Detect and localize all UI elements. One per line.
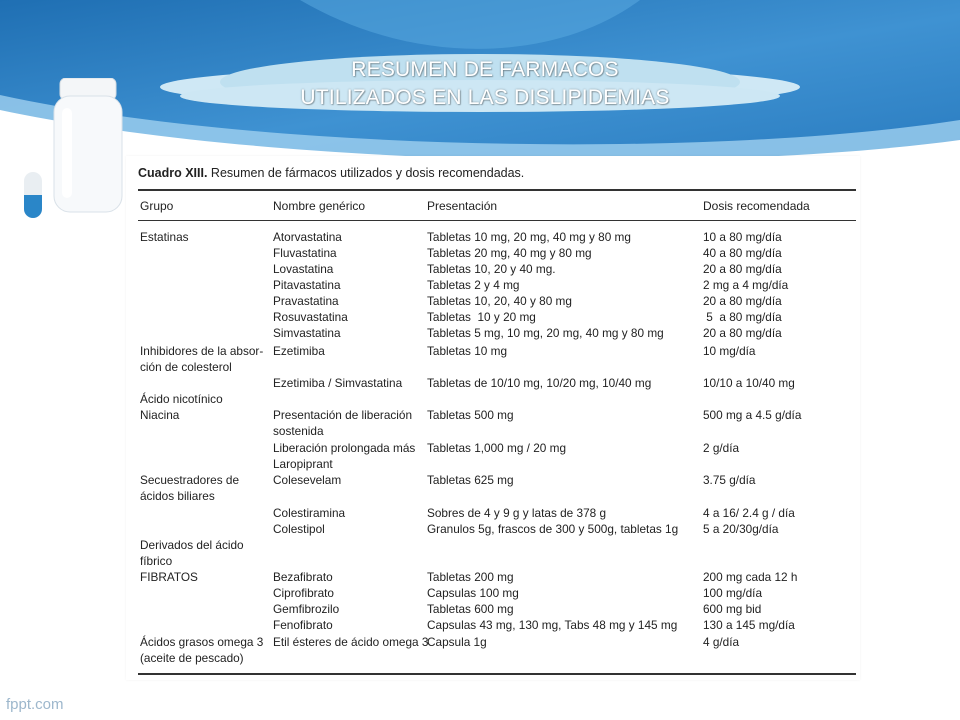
header-rule	[138, 220, 856, 221]
row-name: Gemfibrozilo	[273, 602, 340, 616]
row-presentation: Tabletas 10 mg	[427, 344, 508, 358]
row-name: Pravastatina	[273, 294, 339, 308]
row-name: Ezetimiba	[273, 344, 325, 358]
bottom-rule	[138, 673, 856, 675]
group-omega3-1: Ácidos grasos omega 3	[140, 635, 264, 649]
row-dose: 20 a 80 mg/día	[703, 294, 782, 308]
row-dose: 3.75 g/día	[703, 473, 756, 487]
group-secuestradores-1: Secuestradores de	[140, 473, 240, 487]
row-dose: 40 a 80 mg/día	[703, 246, 782, 260]
header-dosis: Dosis recomendada	[703, 199, 810, 213]
row-presentation: Granulos 5g, frascos de 300 y 500g, tabletas 1g	[427, 522, 679, 536]
row-name: Bezafibrato	[273, 570, 333, 584]
row-presentation: Tabletas 200 mg	[427, 570, 514, 584]
header-presentacion: Presentación	[427, 199, 498, 213]
pill-bottle-image	[38, 78, 138, 218]
row-dose: 2 mg a 4 mg/día	[703, 278, 789, 292]
row-dose: 500 mg a 4.5 g/día	[703, 408, 802, 422]
row-dose: 100 mg/día	[703, 586, 763, 600]
table-caption-number: Cuadro XIII.	[138, 166, 208, 180]
row-dose: 5 a 80 mg/día	[703, 310, 782, 324]
row-name-cont: sostenida	[273, 424, 324, 438]
row-presentation: Sobres de 4 y 9 g y latas de 378 g	[427, 506, 607, 520]
header-grupo: Grupo	[140, 199, 174, 213]
row-presentation: Tabletas 1,000 mg / 20 mg	[427, 441, 567, 455]
row-dose: 10/10 a 10/40 mg	[703, 376, 795, 390]
row-dose: 10 mg/día	[703, 344, 756, 358]
row-dose: 4 a 16/ 2.4 g / día	[703, 506, 795, 520]
row-dose: 200 mg cada 12 h	[703, 570, 798, 584]
row-name: Lovastatina	[273, 262, 334, 276]
row-presentation: Tabletas de 10/10 mg, 10/20 mg, 10/40 mg	[427, 376, 652, 390]
row-presentation: Tabletas 10 y 20 mg	[427, 310, 536, 324]
row-presentation: Tabletas 5 mg, 10 mg, 20 mg, 40 mg y 80 mg	[427, 326, 664, 340]
slide-title-line-1: RESUMEN DE FARMACOS	[351, 58, 619, 81]
row-name: Colestiramina	[273, 506, 346, 520]
header-nombre-generico: Nombre genérico	[273, 199, 366, 213]
row-name: Atorvastatina	[273, 230, 342, 244]
row-presentation: Tabletas 10, 20, 40 y 80 mg	[427, 294, 572, 308]
row-dose: 20 a 80 mg/día	[703, 326, 782, 340]
row-presentation: Tabletas 20 mg, 40 mg y 80 mg	[427, 246, 592, 260]
row-dose: 4 g/día	[703, 635, 740, 649]
row-name: Liberación prolongada más	[273, 441, 416, 455]
row-name: Simvastatina	[273, 326, 341, 340]
row-dose: 130 a 145 mg/día	[703, 618, 795, 632]
group-derivados-2: fíbrico	[140, 554, 173, 568]
top-rule	[138, 189, 856, 191]
row-presentation: Tabletas 10, 20 y 40 mg.	[427, 262, 556, 276]
group-secuestradores-2: ácidos biliares	[140, 489, 215, 503]
row-presentation: Capsula 1g	[427, 635, 487, 649]
row-name: Ezetimiba / Simvastatina	[273, 376, 403, 390]
row-name: Etil ésteres de ácido omega 3	[273, 635, 429, 649]
table-panel	[126, 156, 860, 680]
row-presentation: Tabletas 2 y 4 mg	[427, 278, 520, 292]
row-name: Fluvastatina	[273, 246, 337, 260]
slide-title	[180, 56, 790, 112]
row-dose: 10 a 80 mg/día	[703, 230, 782, 244]
group-fibratos: FIBRATOS	[140, 570, 198, 584]
row-name: Colesevelam	[273, 473, 342, 487]
row-name: Rosuvastatina	[273, 310, 348, 324]
row-name: Pitavastatina	[273, 278, 341, 292]
row-presentation: Tabletas 500 mg	[427, 408, 514, 422]
row-presentation: Tabletas 625 mg	[427, 473, 514, 487]
table-caption-text: Resumen de fármacos utilizados y dosis recomendadas.	[207, 166, 525, 180]
row-dose: 2 g/día	[703, 441, 740, 455]
group-omega3-2: (aceite de pescado)	[140, 651, 244, 665]
row-name: Fenofibrato	[273, 618, 333, 632]
row-presentation: Tabletas 10 mg, 20 mg, 40 mg y 80 mg	[427, 230, 631, 244]
slide-title-line-2: UTILIZADOS EN LAS DISLIPIDEMIAS	[300, 86, 670, 109]
group-niacina: Niacina	[140, 408, 180, 422]
row-name: Ciprofibrato	[273, 586, 334, 600]
row-dose: 5 a 20/30g/día	[703, 522, 779, 536]
row-name-cont: Laropiprant	[273, 457, 333, 471]
group-acido-nicotinico: Ácido nicotínico	[140, 392, 223, 406]
row-presentation: Capsulas 43 mg, 130 mg, Tabs 48 mg y 145 mg	[427, 618, 678, 632]
group-inhibidores-1: Inhibidores de la absor-	[140, 344, 264, 358]
row-presentation: Tabletas 600 mg	[427, 602, 514, 616]
row-dose: 600 mg bid	[703, 602, 762, 616]
table-caption	[138, 166, 524, 180]
capsule-image	[20, 170, 46, 220]
group-inhibidores-2: ción de colesterol	[140, 360, 232, 374]
row-name: Presentación de liberación	[273, 408, 413, 422]
row-name: Colestipol	[273, 522, 325, 536]
group-estatinas: Estatinas	[140, 230, 189, 244]
footer-watermark: fppt.com	[6, 696, 64, 713]
row-presentation: Capsulas 100 mg	[427, 586, 519, 600]
group-derivados-1: Derivados del ácido	[140, 538, 244, 552]
row-dose: 20 a 80 mg/día	[703, 262, 782, 276]
